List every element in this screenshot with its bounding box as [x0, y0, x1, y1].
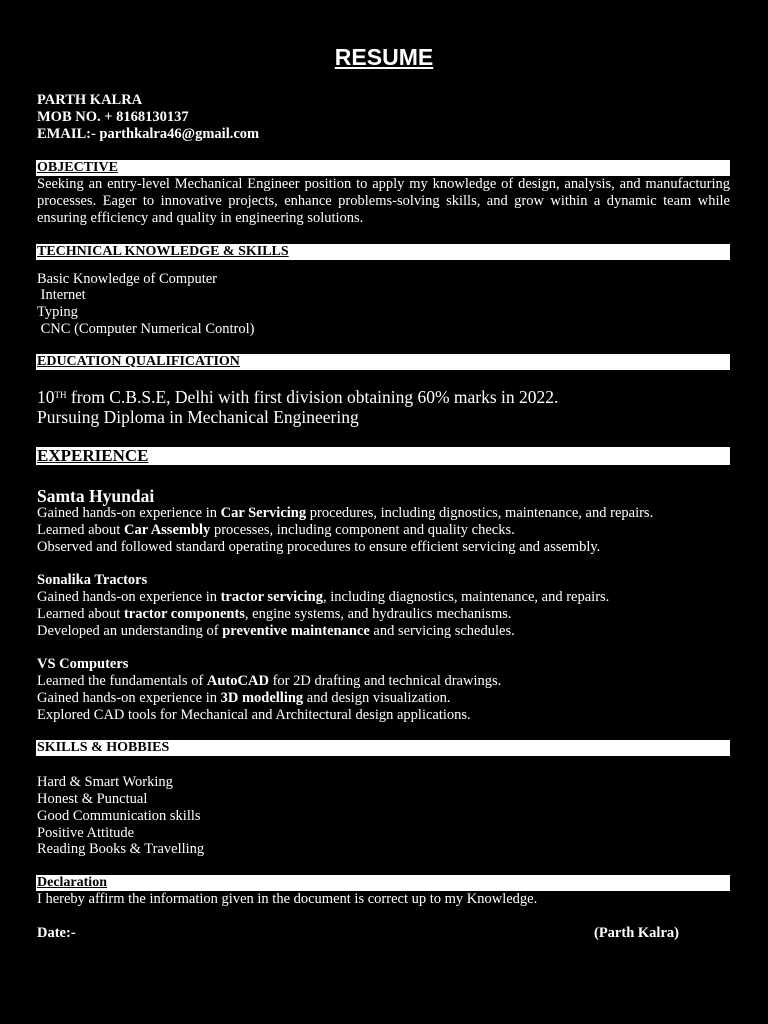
signature-name: (Parth Kalra) [594, 925, 679, 941]
experience-line: Gained hands-on experience in 3D modelling and design visualization. [37, 690, 451, 706]
objective-heading-bar [36, 160, 730, 176]
declaration-heading: Declaration [37, 875, 107, 890]
resume-title: RESUME [334, 44, 434, 70]
education-line-diploma: Pursuing Diploma in Mechanical Engineering [37, 407, 359, 427]
objective-heading: OBJECTIVE [37, 160, 118, 175]
experience-line: Explored CAD tools for Mechanical and Architectural design applications. [37, 707, 471, 723]
company-samta: Samta Hyundai [37, 486, 155, 506]
experience-line: Learned about Car Assembly processes, including component and quality checks. [37, 522, 515, 538]
date-label: Date:- [37, 925, 76, 941]
skill-item: Honest & Punctual [37, 791, 148, 807]
technical-item: CNC (Computer Numerical Control) [37, 321, 255, 337]
technical-item: Typing [37, 304, 78, 320]
experience-line: Learned the fundamentals of AutoCAD for 2D drafting and technical drawings. [37, 673, 502, 689]
technical-item: Internet [37, 287, 86, 303]
email-address: EMAIL:- parthkalra46@gmail.com [37, 126, 260, 142]
experience-line: Gained hands-on experience in tractor servicing, including diagnostics, maintenance, and repairs. [37, 589, 610, 605]
education-board-detail: from C.B.S.E, Delhi with first division obtaining 60% marks in 2022. [66, 387, 559, 407]
experience-line: Gained hands-on experience in Car Servicing procedures, including dignostics, maintenance, and repairs. [37, 505, 654, 521]
company-vs-computers: VS Computers [37, 656, 129, 672]
education-line-10th [37, 387, 558, 407]
declaration-heading-bar [36, 875, 730, 891]
skill-item: Positive Attitude [37, 825, 135, 841]
technical-heading: TECHNICAL KNOWLEDGE & SKILLS [37, 244, 289, 259]
education-grade-suffix: TH [54, 390, 67, 400]
declaration-text: I hereby affirm the information given in the document is correct up to my Knowledge. [37, 891, 538, 907]
technical-item: Basic Knowledge of Computer [37, 271, 218, 287]
experience-line: Learned about tractor components, engine systems, and hydraulics mechanisms. [37, 606, 512, 622]
mobile-number: MOB NO. + 8168130137 [37, 109, 189, 125]
education-grade: 10 [37, 387, 55, 407]
skill-item: Good Communication skills [37, 808, 201, 824]
skills-heading: SKILLS & HOBBIES [37, 740, 170, 755]
skill-item: Reading Books & Travelling [37, 841, 205, 857]
candidate-name: PARTH KALRA [37, 92, 143, 108]
education-heading: EDUCATION QUALIFICATION [37, 354, 240, 369]
objective-text: Seeking an entry-level Mechanical Engineer position to apply my knowledge of design, analysis, and manufacturing processes. Eager to innovative projects, enhance problems-solving skills, and grow within a dynamic team while ensuring efficiency and quality in engineering solutions. [37, 176, 730, 226]
experience-heading: EXPERIENCE [37, 446, 149, 465]
experience-line: Developed an understanding of preventive maintenance and servicing schedules. [37, 623, 515, 639]
company-sonalika: Sonalika Tractors [37, 572, 148, 588]
experience-line: Observed and followed standard operating procedures to ensure efficient servicing and assembly. [37, 539, 601, 555]
skill-item: Hard & Smart Working [37, 774, 173, 790]
